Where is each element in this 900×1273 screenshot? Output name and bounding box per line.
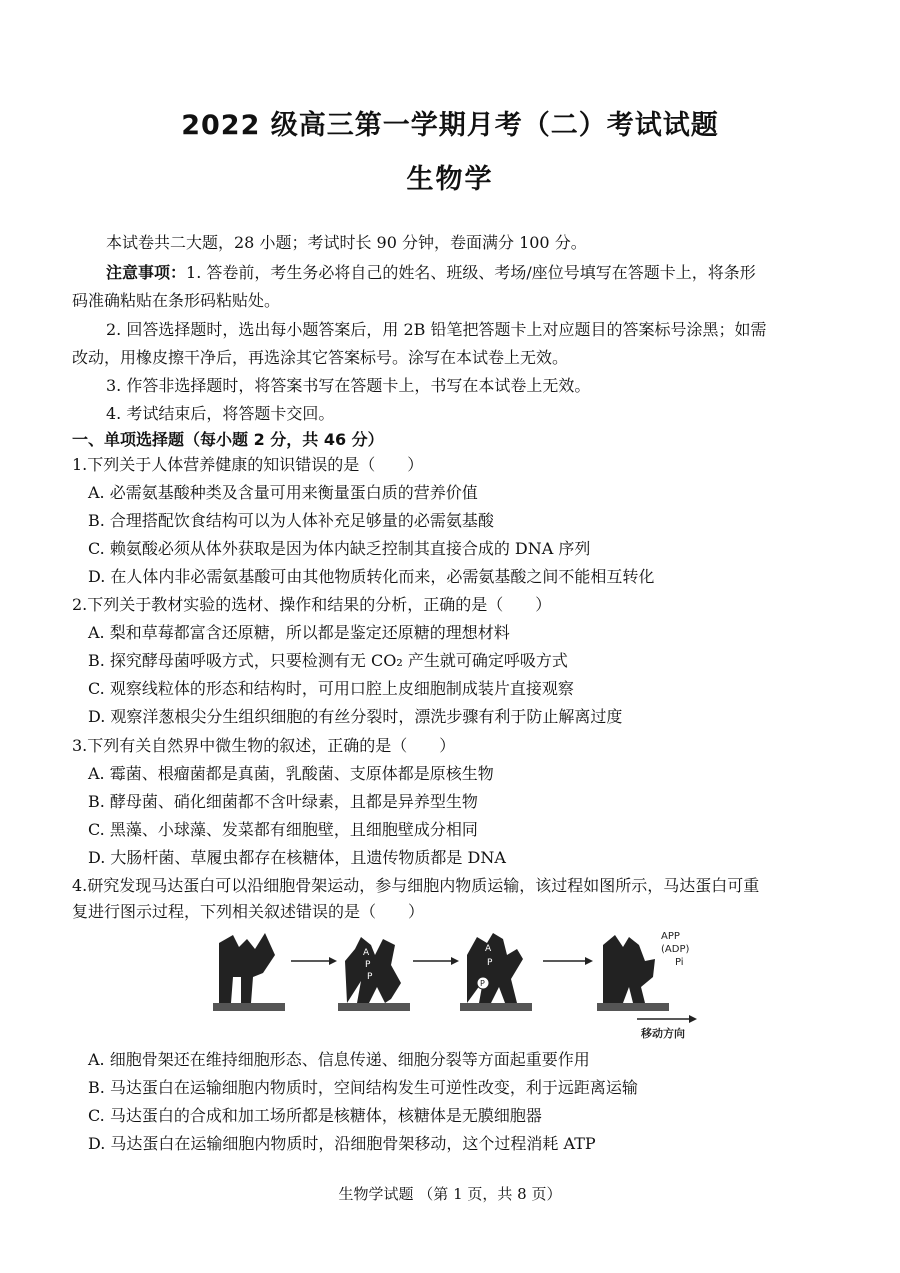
motor-protein-3 xyxy=(467,933,523,1003)
exam-summary: 本试卷共二大题，28 小题；考试时长 90 分钟，卷面满分 100 分。 xyxy=(106,233,587,252)
question-2-stem: 2.下列关于教材实验的选材、操作和结果的分析，正确的是（ ） xyxy=(72,595,552,614)
exam-title: 2022 级高三第一学期月考（二）考试试题 xyxy=(181,110,719,141)
question-3-stem: 3.下列有关自然界中微生物的叙述，正确的是（ ） xyxy=(72,736,456,755)
question-1-option-a: A. 必需氨基酸种类及含量可用来衡量蛋白质的营养价值 xyxy=(88,483,478,502)
cytoskeleton-track-4 xyxy=(597,1003,669,1011)
step-arrow-2-head xyxy=(451,957,459,965)
notice-1-line-2: 码准确粘贴在条形码粘贴处。 xyxy=(72,291,281,310)
notice-1a: 1. 答卷前，考生务必将自己的姓名、班级、考场/座位号填写在答题卡上，将条形 xyxy=(186,263,756,282)
figure-label-a-1: A xyxy=(363,948,370,958)
figure-label-adp: (ADP) xyxy=(661,944,690,955)
question-1-option-c: C. 赖氨酸必须从体外获取是因为体内缺乏控制其直接合成的 DNA 序列 xyxy=(88,539,591,558)
notice-1-line-1 xyxy=(106,263,756,283)
section-1-heading: 一、单项选择题（每小题 2 分，共 46 分） xyxy=(72,430,384,449)
figure-label-p-1: P xyxy=(365,960,371,970)
notice-2-line-2: 改动，用橡皮擦干净后，再选涂其它答案标号。涂写在本试卷上无效。 xyxy=(72,348,569,367)
figure-label-p-4: P xyxy=(480,979,485,988)
cytoskeleton-track-3 xyxy=(460,1003,532,1011)
motor-protein-2 xyxy=(345,937,401,1003)
motor-protein-1 xyxy=(219,933,275,1003)
figure-label-a-2: A xyxy=(485,944,492,954)
question-4-option-c: C. 马达蛋白的合成和加工场所都是核糖体，核糖体是无膜细胞器 xyxy=(88,1106,542,1125)
question-1-stem: 1.下列关于人体营养健康的知识错误的是（ ） xyxy=(72,455,424,474)
question-4-option-d: D. 马达蛋白在运输细胞内物质时，沿细胞骨架移动，这个过程消耗 ATP xyxy=(88,1134,596,1153)
question-2-option-a: A. 梨和草莓都富含还原糖，所以都是鉴定还原糖的理想材料 xyxy=(88,623,510,642)
step-arrow-3-head xyxy=(585,957,593,965)
motor-protein-figure xyxy=(205,925,705,1045)
figure-label-direction: 移动方向 xyxy=(641,1027,685,1040)
subject-title: 生物学 xyxy=(406,164,494,195)
question-4-option-b: B. 马达蛋白在运输细胞内物质时，空间结构发生可逆性改变，利于远距离运输 xyxy=(88,1078,638,1097)
question-2-option-c: C. 观察线粒体的形态和结构时，可用口腔上皮细胞制成装片直接观察 xyxy=(88,679,574,698)
notice-3: 3. 作答非选择题时，将答案书写在答题卡上，书写在本试卷上无效。 xyxy=(106,376,591,395)
notice-2-line-1: 2. 回答选择题时，选出每小题答案后，用 2B 铅笔把答题卡上对应题目的答案标号涂黑；如需 xyxy=(106,320,767,339)
notice-4: 4. 考试结束后，将答题卡交回。 xyxy=(106,404,335,423)
figure-label-atp: APP xyxy=(661,931,680,942)
question-4-stem-line-2: 复进行图示过程，下列相关叙述错误的是（ ） xyxy=(72,902,425,921)
question-4-option-a: A. 细胞骨架还在维持细胞形态、信息传递、细胞分裂等方面起重要作用 xyxy=(88,1050,590,1069)
page-footer: 生物学试题 （第 1 页，共 8 页） xyxy=(338,1185,562,1203)
motor-protein-4 xyxy=(603,935,655,1003)
question-3-option-c: C. 黑藻、小球藻、发菜都有细胞壁，且细胞壁成分相同 xyxy=(88,820,478,839)
notice-label: 注意事项： xyxy=(106,263,187,282)
question-3-option-d: D. 大肠杆菌、草履虫都存在核糖体，且遗传物质都是 DNA xyxy=(88,848,506,867)
direction-arrow-head xyxy=(689,1015,697,1023)
cytoskeleton-track-1 xyxy=(213,1003,285,1011)
question-4-stem-line-1: 4.研究发现马达蛋白可以沿细胞骨架运动，参与细胞内物质运输，该过程如图所示，马达蛋白可重 xyxy=(72,876,760,895)
figure-label-p-2: P xyxy=(367,972,373,982)
step-arrow-1-head xyxy=(329,957,337,965)
figure-label-pi: Pi xyxy=(675,957,684,968)
question-3-option-a: A. 霉菌、根瘤菌都是真菌，乳酸菌、支原体都是原核生物 xyxy=(88,764,494,783)
question-2-option-b: B. 探究酵母菌呼吸方式，只要检测有无 CO₂ 产生就可确定呼吸方式 xyxy=(88,651,568,670)
question-3-option-b: B. 酵母菌、硝化细菌都不含叶绿素，且都是异养型生物 xyxy=(88,792,478,811)
cytoskeleton-track-2 xyxy=(338,1003,410,1011)
question-2-option-d: D. 观察洋葱根尖分生组织细胞的有丝分裂时，漂洗步骤有利于防止解离过度 xyxy=(88,707,623,726)
question-1-option-d: D. 在人体内非必需氨基酸可由其他物质转化而来，必需氨基酸之间不能相互转化 xyxy=(88,567,655,586)
question-1-option-b: B. 合理搭配饮食结构可以为人体补充足够量的必需氨基酸 xyxy=(88,511,494,530)
figure-label-p-3: P xyxy=(487,958,493,968)
